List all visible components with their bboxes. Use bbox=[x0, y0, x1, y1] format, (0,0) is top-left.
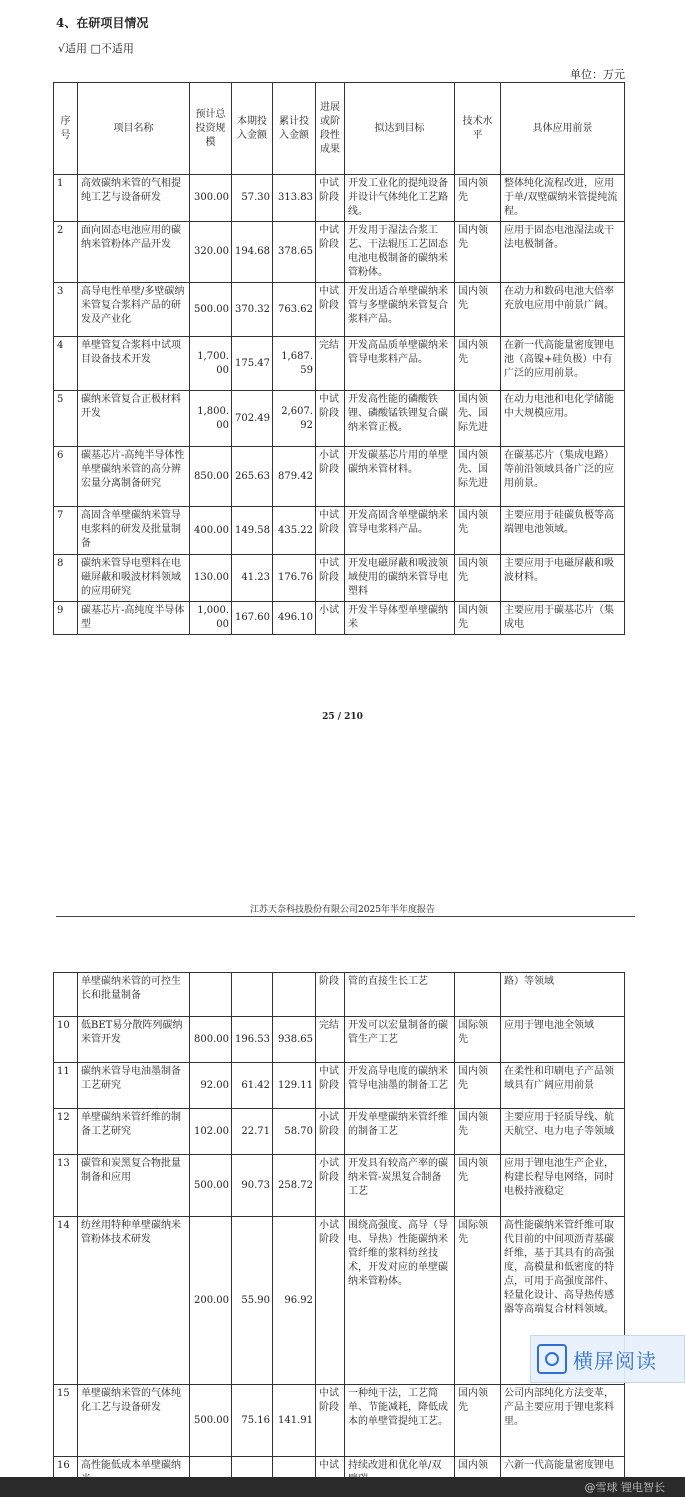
table-row bbox=[54, 175, 625, 222]
cell-planned-investment: 500.00 bbox=[190, 1155, 232, 1217]
cell-application-prospect: 路）等领域 bbox=[501, 973, 625, 1017]
cell-tech-level: 国内领先 bbox=[455, 1109, 501, 1155]
cell-planned-investment: 102.00 bbox=[190, 1109, 232, 1155]
cell-project-name: 碳纳米管导电油墨制备工艺研究 bbox=[78, 1063, 190, 1109]
cell-tech-level: 国内领先 bbox=[455, 222, 501, 283]
cell-application-prospect: 高性能碳纳米管纤维可取代目前的中间项沥青基碳纤维，基于其具有的高强度，高模量和低密度的特点，可用于高强度部件、轻量化设计、高导热传感器等高端复合材料领域。 bbox=[501, 1217, 625, 1385]
cell-period-investment: 55.90 bbox=[232, 1217, 273, 1385]
cell-period-investment: 265.63 bbox=[232, 447, 273, 507]
cell-tech-level: 国际领先 bbox=[455, 1217, 501, 1385]
table-row bbox=[54, 391, 625, 447]
table-row bbox=[54, 602, 625, 635]
cell-progress: 小试阶段 bbox=[316, 1109, 345, 1155]
cell-seq: 10 bbox=[54, 1017, 78, 1063]
header-period-investment: 本期投入金额 bbox=[232, 83, 273, 175]
cell-progress: 中试阶段 bbox=[316, 283, 345, 337]
cell-application-prospect: 在新一代高能量密度锂电池（高镍+硅负极）中有广泛的应用前景。 bbox=[501, 337, 625, 391]
cell-project-name: 单壁碳纳米管的气体纯化工艺与设备研发 bbox=[78, 1385, 190, 1457]
cell-application-prospect: 主要应用于电磁屏蔽和吸波材料。 bbox=[501, 555, 625, 602]
cell-period-investment: 22.71 bbox=[232, 1109, 273, 1155]
cell-cumulative-investment bbox=[273, 973, 316, 1017]
cell-application-prospect: 在动力电池和电化学储能中大规模应用。 bbox=[501, 391, 625, 447]
cell-project-name: 高性能低成本单壁碳纳 bbox=[78, 1457, 190, 1490]
cell-period-investment: 90.73 bbox=[232, 1155, 273, 1217]
cell-seq: 5 bbox=[54, 391, 78, 447]
cell-project-name: 高固含单壁碳纳米管导电浆料的研发及批量制备 bbox=[78, 507, 190, 555]
cell-progress: 小试阶段 bbox=[316, 447, 345, 507]
cell-project-name: 碳纳米管复合正极材料开发 bbox=[78, 391, 190, 447]
cell-tech-level: 国内领先 bbox=[455, 1063, 501, 1109]
cell-project-name: 单壁碳纳米管纤维的制备工艺研究 bbox=[78, 1109, 190, 1155]
table-row bbox=[54, 1017, 625, 1063]
cell-planned-investment: 400.00 bbox=[190, 507, 232, 555]
cell-cumulative-investment: 938.65 bbox=[273, 1017, 316, 1063]
cell-application-prospect: 应用于固态电池湿法或干法电极制备。 bbox=[501, 222, 625, 283]
cell-project-name: 碳基芯片-高纯半导体性单壁碳纳米管的高分辨宏量分离制备研究 bbox=[78, 447, 190, 507]
cell-seq: 8 bbox=[54, 555, 78, 602]
cell-tech-level: 国内领先 bbox=[455, 602, 501, 635]
cell-application-prospect: 主要应用于硅碳负极等高端锂电池领域。 bbox=[501, 507, 625, 555]
cell-target: 管的直接生长工艺 bbox=[345, 973, 455, 1017]
section-title: 4、在研项目情况 bbox=[56, 16, 149, 30]
cell-cumulative-investment: 763.62 bbox=[273, 283, 316, 337]
cell-progress: 小试阶段 bbox=[316, 1217, 345, 1385]
cell-cumulative-investment: 129.11 bbox=[273, 1063, 316, 1109]
cell-target: 开发工业化的提纯设备并设计气体纯化工艺路线。 bbox=[345, 175, 455, 222]
cell-project-name: 面向固态电池应用的碳纳米管粉体产品开发 bbox=[78, 222, 190, 283]
cell-application-prospect: 六新一代高能量密度锂电 bbox=[501, 1457, 625, 1490]
rotate-screen-icon bbox=[537, 1344, 567, 1374]
cell-planned-investment: 850.00 bbox=[190, 447, 232, 507]
cell-planned-investment: 320.00 bbox=[190, 222, 232, 283]
header-cumulative-investment: 累计投入金额 bbox=[273, 83, 316, 175]
cell-tech-level: 国内领先 bbox=[455, 175, 501, 222]
header-project-name: 项目名称 bbox=[78, 83, 190, 175]
cell-progress: 中试 bbox=[316, 1457, 345, 1490]
landscape-read-label: 横屏阅读 bbox=[573, 1348, 657, 1373]
cell-target: 开发出适合单壁碳纳米管与多壁碳纳米管复合浆料产品。 bbox=[345, 283, 455, 337]
header-divider bbox=[56, 916, 635, 917]
cell-planned-investment: 500.00 bbox=[190, 1385, 232, 1457]
cell-cumulative-investment: 313.83 bbox=[273, 175, 316, 222]
cell-planned-investment: 800.00 bbox=[190, 1017, 232, 1063]
cell-target: 开发半导体型单壁碳纳米 bbox=[345, 602, 455, 635]
cell-cumulative-investment: 378.65 bbox=[273, 222, 316, 283]
cell-progress: 中试阶段 bbox=[316, 555, 345, 602]
cell-application-prospect: 在柔性和印刷电子产品领域具有广阔应用前景 bbox=[501, 1063, 625, 1109]
cell-cumulative-investment: 496.10 bbox=[273, 602, 316, 635]
cell-tech-level bbox=[455, 973, 501, 1017]
cell-target: 围绕高强度、高导（导电、导热）性能碳纳米管纤维的浆料纺丝技术，开发对应的单壁碳纳米管粉体。 bbox=[345, 1217, 455, 1385]
cell-period-investment bbox=[232, 973, 273, 1017]
cell-cumulative-investment: 141.91 bbox=[273, 1385, 316, 1457]
header-target: 拟达到目标 bbox=[345, 83, 455, 175]
cell-cumulative-investment: 2,607.92 bbox=[273, 391, 316, 447]
table-row bbox=[54, 1155, 625, 1217]
cell-planned-investment: 1,000.00 bbox=[190, 602, 232, 635]
cell-period-investment: 175.47 bbox=[232, 337, 273, 391]
cell-seq: 15 bbox=[54, 1385, 78, 1457]
cell-progress: 完结 bbox=[316, 337, 345, 391]
landscape-read-button[interactable] bbox=[530, 1335, 685, 1383]
cell-tech-level: 国内领先 bbox=[455, 283, 501, 337]
cell-application-prospect: 在碳基芯片（集成电路）等前沿领域具备广泛的应用前景。 bbox=[501, 447, 625, 507]
cell-project-name: 高导电性单壁/多壁碳纳米管复合浆料产品的研发及产业化 bbox=[78, 283, 190, 337]
cell-seq: 13 bbox=[54, 1155, 78, 1217]
table-row bbox=[54, 507, 625, 555]
report-page-2 bbox=[0, 880, 685, 1497]
cell-application-prospect: 主要应用于碳基芯片（集成电 bbox=[501, 602, 625, 635]
cell-tech-level: 国内领先 bbox=[455, 555, 501, 602]
table-row bbox=[54, 1109, 625, 1155]
cell-target: 持续改进和优化单/双 bbox=[345, 1457, 455, 1490]
bottom-bar bbox=[0, 1477, 685, 1497]
cell-planned-investment: 92.00 bbox=[190, 1063, 232, 1109]
cell-seq: 16 bbox=[54, 1457, 78, 1490]
cell-progress: 小试 bbox=[316, 602, 345, 635]
cell-cumulative-investment: 58.70 bbox=[273, 1109, 316, 1155]
cell-seq: 9 bbox=[54, 602, 78, 635]
cell-period-investment: 41.23 bbox=[232, 555, 273, 602]
cell-target: 开发可以宏量制备的碳管生产工艺 bbox=[345, 1017, 455, 1063]
cell-application-prospect: 应用于锂电池全领域 bbox=[501, 1017, 625, 1063]
cell-planned-investment: 500.00 bbox=[190, 283, 232, 337]
cell-tech-level: 国内领先 bbox=[455, 337, 501, 391]
cell-project-name: 碳管和炭黑复合物批量制备和应用 bbox=[78, 1155, 190, 1217]
cell-period-investment: 370.32 bbox=[232, 283, 273, 337]
report-header: 江苏天奈科技股份有限公司2025年半年度报告 bbox=[250, 905, 435, 915]
cell-project-name: 单壁管复合浆料中试项目设备技术开发 bbox=[78, 337, 190, 391]
cell-project-name: 碳纳米管导电塑料在电磁屏蔽和吸波材料领域的应用研究 bbox=[78, 555, 190, 602]
cell-period-investment: 167.60 bbox=[232, 602, 273, 635]
applicable-checkbox-line: √适用 □不适用 bbox=[58, 42, 134, 55]
cell-project-name: 低BET易分散阵列碳纳米管开发 bbox=[78, 1017, 190, 1063]
cell-progress: 中试阶段 bbox=[316, 1063, 345, 1109]
cell-target: 开发电磁屏蔽和吸波领域使用的碳纳米管导电塑料 bbox=[345, 555, 455, 602]
header-progress: 进展或阶段性成果 bbox=[316, 83, 345, 175]
header-application-prospect: 具体应用前景 bbox=[501, 83, 625, 175]
cell-tech-level: 国内领 bbox=[455, 1457, 501, 1490]
cell-period-investment: 75.16 bbox=[232, 1385, 273, 1457]
cell-cumulative-investment: 435.22 bbox=[273, 507, 316, 555]
cell-planned-investment: 200.00 bbox=[190, 1217, 232, 1385]
table-row bbox=[54, 222, 625, 283]
cell-period-investment: 61.42 bbox=[232, 1063, 273, 1109]
cell-seq: 12 bbox=[54, 1109, 78, 1155]
cell-seq: 2 bbox=[54, 222, 78, 283]
cell-planned-investment: 300.00 bbox=[190, 175, 232, 222]
cell-planned-investment: 130.00 bbox=[190, 555, 232, 602]
cell-project-name: 纺丝用特种单壁碳纳米管粉体技术研发 bbox=[78, 1217, 190, 1385]
cell-cumulative-investment: 96.92 bbox=[273, 1217, 316, 1385]
cell-tech-level: 国内领先、国际先进 bbox=[455, 447, 501, 507]
cell-target: 开发高性能的磷酸铁锂、磷酸锰铁锂复合碳纳米管正极。 bbox=[345, 391, 455, 447]
cell-application-prospect: 整体纯化流程改进，应用于单/双壁碳纳米管提纯流程。 bbox=[501, 175, 625, 222]
cell-target: 开发高导电度的碳纳米管导电油墨的制备工艺 bbox=[345, 1063, 455, 1109]
cell-progress: 阶段 bbox=[316, 973, 345, 1017]
cell-cumulative-investment: 879.42 bbox=[273, 447, 316, 507]
footer-watermark: @雪球 锂电智长 bbox=[584, 1481, 665, 1494]
cell-tech-level: 国内领先 bbox=[455, 1385, 501, 1457]
cell-progress: 小试阶段 bbox=[316, 1155, 345, 1217]
cell-cumulative-investment: 1,687.59 bbox=[273, 337, 316, 391]
rd-projects-table-continued bbox=[53, 972, 625, 1490]
cell-planned-investment bbox=[190, 973, 232, 1017]
table-row bbox=[54, 1063, 625, 1109]
table-row bbox=[54, 283, 625, 337]
table-row bbox=[54, 337, 625, 391]
table-row bbox=[54, 555, 625, 602]
cell-progress: 中试阶段 bbox=[316, 222, 345, 283]
cell-tech-level: 国内领先、国际先进 bbox=[455, 391, 501, 447]
cell-seq: 11 bbox=[54, 1063, 78, 1109]
cell-target: 开发具有较高产率的碳纳米管-炭黑复合制备工艺 bbox=[345, 1155, 455, 1217]
cell-application-prospect: 公司内部纯化方法变革，产品主要应用于锂电浆料里。 bbox=[501, 1385, 625, 1457]
cell-application-prospect: 应用于锂电池生产企业，构建长程导电网络，同时电极持液稳定 bbox=[501, 1155, 625, 1217]
cell-application-prospect: 在动力和数码电池大倍率充放电应用中前景广阔。 bbox=[501, 283, 625, 337]
cell-progress: 中试阶段 bbox=[316, 507, 345, 555]
cell-cumulative-investment: 258.72 bbox=[273, 1155, 316, 1217]
unit-label: 单位：万元 bbox=[570, 68, 625, 81]
cell-planned-investment: 1,700.00 bbox=[190, 337, 232, 391]
table-row bbox=[54, 447, 625, 507]
cell-seq: 6 bbox=[54, 447, 78, 507]
rd-projects-table bbox=[53, 82, 625, 635]
cell-seq: 14 bbox=[54, 1217, 78, 1385]
header-planned-investment: 预计总投资规模 bbox=[190, 83, 232, 175]
cell-progress: 中试阶段 bbox=[316, 391, 345, 447]
cell-tech-level: 国际领先 bbox=[455, 1017, 501, 1063]
cell-period-investment: 149.58 bbox=[232, 507, 273, 555]
cell-progress: 中试阶段 bbox=[316, 175, 345, 222]
cell-period-investment: 702.49 bbox=[232, 391, 273, 447]
cell-target: 开发碳基芯片用的单壁碳纳米管材料。 bbox=[345, 447, 455, 507]
cell-target: 一种纯干法，工艺简单、节能减耗，降低成本的单壁管提纯工艺。 bbox=[345, 1385, 455, 1457]
cell-project-name: 高效碳纳米管的气相提纯工艺与设备研发 bbox=[78, 175, 190, 222]
cell-period-investment: 194.68 bbox=[232, 222, 273, 283]
cell-seq: 1 bbox=[54, 175, 78, 222]
page-number: 25 / 210 bbox=[322, 712, 363, 722]
cell-progress: 完结 bbox=[316, 1017, 345, 1063]
header-seq: 序号 bbox=[54, 83, 78, 175]
cell-period-investment: 196.53 bbox=[232, 1017, 273, 1063]
cell-target: 开发高品质单壁碳纳米管导电浆料产品。 bbox=[345, 337, 455, 391]
cell-application-prospect: 主要应用于轻质导线、航天航空、电力电子等领域 bbox=[501, 1109, 625, 1155]
cell-project-name: 单壁碳纳米管的可控生长和批量制备 bbox=[78, 973, 190, 1017]
cell-seq: 3 bbox=[54, 283, 78, 337]
cell-cumulative-investment: 176.76 bbox=[273, 555, 316, 602]
cell-seq: 4 bbox=[54, 337, 78, 391]
report-page-1 bbox=[0, 0, 685, 740]
cell-tech-level: 国内领先 bbox=[455, 1155, 501, 1217]
table-row bbox=[54, 1385, 625, 1457]
cell-target: 开发用于湿法合浆工艺、干法辊压工艺固态电池电极制备的碳纳米管粉体。 bbox=[345, 222, 455, 283]
cell-target: 开发高固含单壁碳纳米管导电浆料产品。 bbox=[345, 507, 455, 555]
cell-tech-level: 国内领先 bbox=[455, 507, 501, 555]
header-tech-level: 技术水平 bbox=[455, 83, 501, 175]
cell-target: 开发单壁碳纳米管纤维的制备工艺 bbox=[345, 1109, 455, 1155]
cell-progress: 中试阶段 bbox=[316, 1385, 345, 1457]
cell-project-name: 碳基芯片-高纯度半导体型 bbox=[78, 602, 190, 635]
cell-seq: 7 bbox=[54, 507, 78, 555]
cell-period-investment: 57.30 bbox=[232, 175, 273, 222]
table-row bbox=[54, 973, 625, 1017]
cell-seq bbox=[54, 973, 78, 1017]
cell-planned-investment: 1,800.00 bbox=[190, 391, 232, 447]
